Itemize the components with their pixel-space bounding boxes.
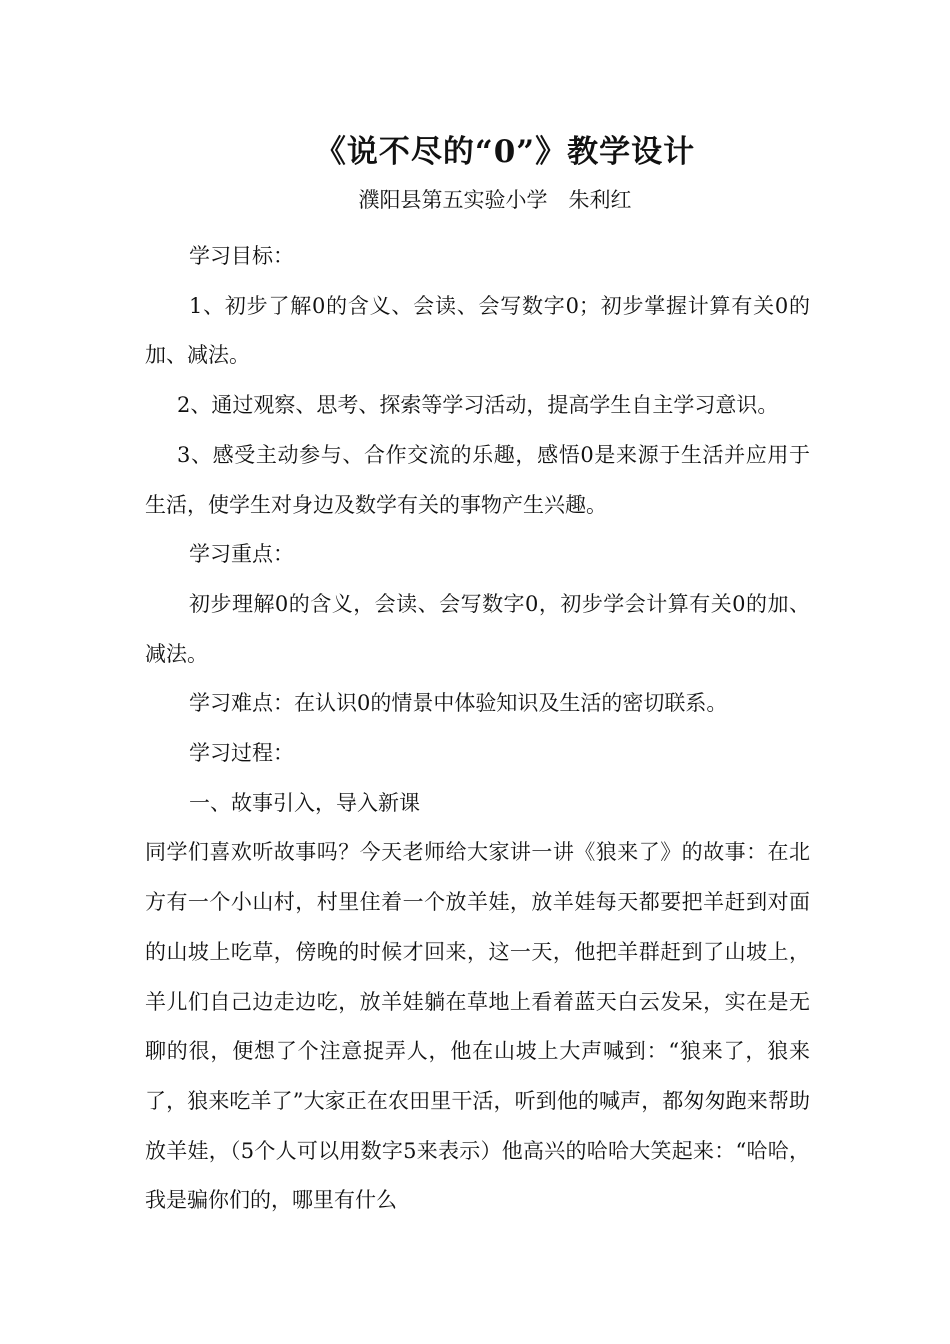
subsection-heading-story: 一、故事引入，导入新课 — [189, 790, 420, 815]
section-heading-objectives: 学习目标： — [189, 244, 294, 268]
section-heading-process: 学习过程： — [189, 741, 294, 766]
objective-3: 3、感受主动参与、合作交流的乐趣，感悟0是来源于生活并应用于生活，使学生对身边及数学有关的事物产生兴趣。 — [145, 442, 810, 517]
document-title: 《说不尽的“0”》教学设计 — [314, 134, 696, 170]
difficulty-text: 学习难点：在认识0的情景中体验知识及生活的密切联系。 — [189, 691, 728, 716]
author-line: 濮阳县第五实验小学 朱利红 — [358, 188, 632, 212]
objective-1: 1、初步了解0的含义、会读、会写数字0；初步掌握计算有关0的加、减法。 — [145, 293, 810, 368]
section-heading-key-points: 学习重点： — [189, 542, 294, 567]
story-paragraph: 同学们喜欢听故事吗？今天老师给大家讲一讲《狼来了》的故事：在北方有一个小山村，村里住着一个放羊娃，放羊娃每天都要把羊赶到对面的山坡上吃草，傍晚的时候才回来，这一天，他把羊群赶到了山坡上，羊儿们自己边走边吃，放羊娃躺在草地上看着蓝天白云发呆，实在是无聊的很，便想了个注意捉弄人，他在山坡上大声喊到：“狼来了，狼来了，狼来吃羊了”大家正在农田里干活，听到他的喊声，都匆匆跑来帮助放羊娃，（5个人可以用数字5来表示）他高兴的哈哈大笑起来：“哈哈，我是骗你们的，哪里有什么 — [145, 840, 810, 1213]
key-points-text: 初步理解0的含义，会读、会写数字0，初步学会计算有关0的加、减法。 — [145, 591, 810, 666]
document-body — [145, 232, 810, 1226]
objective-2: 2、通过观察、思考、探索等学习活动，提高学生自主学习意识。 — [177, 393, 779, 418]
